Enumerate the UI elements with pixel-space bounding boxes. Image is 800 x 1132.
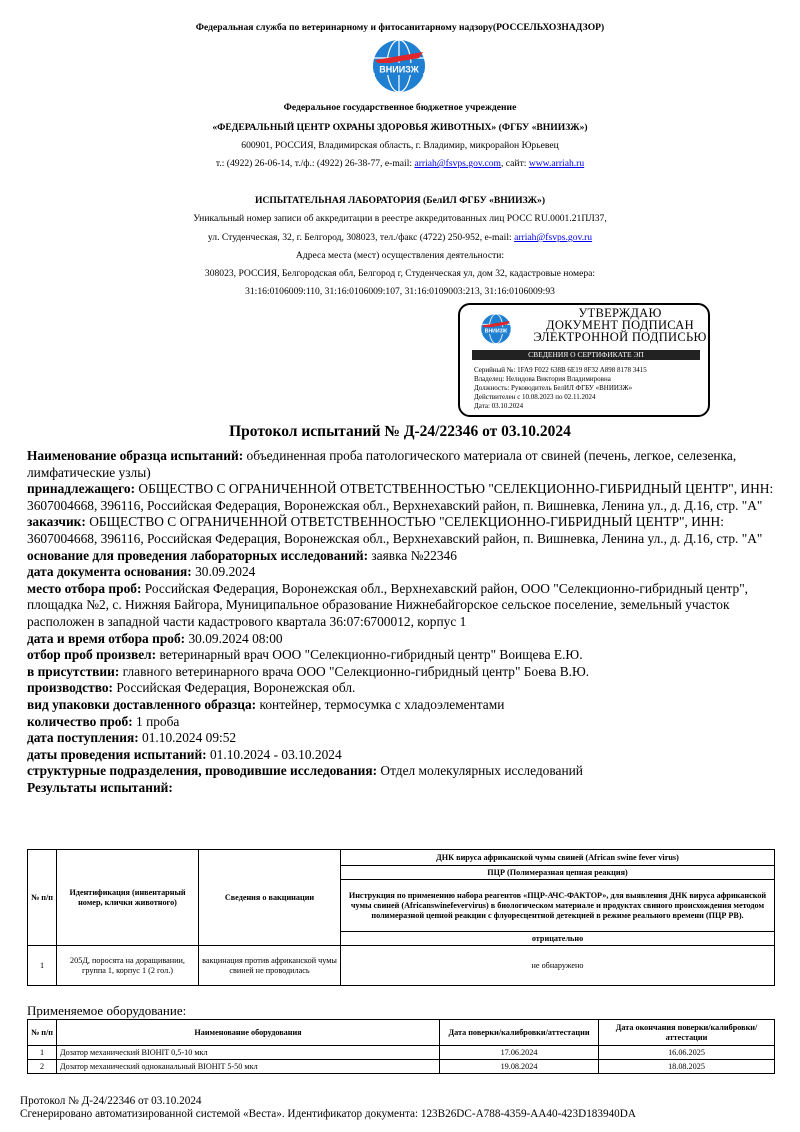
vniizzh-logo-icon: [365, 38, 433, 98]
field-basis-date: дата документа основания: 30.09.2024: [27, 564, 256, 580]
equip-col-date: Дата поверки/калибровки/аттестации: [440, 1020, 599, 1046]
stamp-line-3: ЭЛЕКТРОННОЙ ПОДПИСЬЮ: [533, 330, 707, 344]
site-prefix: , сайт:: [501, 158, 529, 169]
accreditation-text: Уникальный номер записи об аккредитации в реестре аккредитованных лиц РОСС RU.0001.21ПЛ37,: [193, 213, 607, 224]
field-results-heading: Результаты испытаний:: [27, 779, 173, 795]
email-link[interactable]: arriah@fsvps.gov.com: [414, 158, 501, 169]
stamp-heading: [530, 307, 710, 343]
activity-address: 308023, РОССИЯ, Белгородская обл, Белгород г, Студенческая ул, дом 32, кадастровые номера:: [204, 268, 596, 279]
col-header-num: № п/п: [28, 850, 57, 946]
equip-row-num: 1: [28, 1046, 57, 1060]
equip-col-name: Наименование оборудования: [57, 1020, 440, 1046]
test-instruction: Инструкция по применению набора реагентов «ПЦР-АЧС-ФАКТОР», для выявления ДНК вируса африканской чумы свиней (Africanswinefevervirus) в биологическом материале и продуктах свиного происхождения методом полимеразной цепной реакции с флуоресцентной детекцией в режиме реального времени (ПЦР РВ).: [341, 880, 775, 932]
field-test-dates: даты проведения испытаний: 01.10.2024 - 03.10.2024: [27, 746, 342, 762]
footer-generated: Сгенерировано автоматизированной системой «Веста». Идентификатор документа: 123B26DC-A788-4359-AA40-423D183940DA: [20, 1108, 636, 1120]
page-footer: [20, 1095, 636, 1121]
field-sample-count: количество проб: 1 проба: [27, 713, 180, 729]
field-department: структурные подразделения, проводившие исследования: Отдел молекулярных исследований: [27, 763, 583, 779]
activity-title: Адреса места (мест) осуществления деятельности:: [295, 250, 505, 261]
test-norm: отрицательно: [341, 932, 775, 946]
institution-type: Федеральное государственное бюджетное учреждение: [283, 102, 517, 113]
field-sampling-place: место отбора проб: Российская Федерация, Воронежская обл., Верхнехавский район, ООО "Селекционно-гибридный центр", площадка №2, с. Нижняя Байгора, Муниципальное образование Нижнебайгорское сельское поселение, земельный участок расположен в западной части кадастрового квартала 36:07:6700012, корпус 1: [27, 580, 749, 629]
institution-contacts: [0, 158, 800, 169]
stamp-cert-bar: СВЕДЕНИЯ О СЕРТИФИКАТЕ ЭП: [472, 350, 700, 360]
lab-name: ИСПЫТАТЕЛЬНАЯ ЛАБОРАТОРИЯ (БелИЛ ФГБУ «ВНИИЗЖ»): [254, 195, 546, 206]
row-result: не обнаружено: [341, 946, 775, 986]
e-signature-stamp: [458, 303, 710, 417]
equip-row-date: 17.06.2024: [440, 1046, 599, 1060]
field-owner: принадлежащего: ОБЩЕСТВО С ОГРАНИЧЕННОЙ ОТВЕТСТВЕННОСТЬЮ "СЕЛЕКЦИОННО-ГИБРИДНЫЙ ЦЕНТР", ИНН: 3607004668, 396116, Российская Федерация, Воронежская обл., Верхнехавский район, п. Вишневка, Ленина ул., д. Д.16, стр. "А": [27, 481, 774, 513]
stamp-valid: Действителен с 10.08.2023 по 02.11.2024: [474, 393, 596, 401]
cadastral-numbers: 31:16:0106009:110, 31:16:0106009:107, 31:16:0109003:213, 31:16:0106009:93: [245, 286, 555, 297]
stamp-date: Дата: 03.10.2024: [474, 402, 524, 410]
row-num: 1: [28, 946, 57, 986]
stamp-logo-text: ВНИИЗЖ: [484, 328, 508, 335]
stamp-line-1: УТВЕРЖДАЮ: [578, 306, 662, 320]
equip-col-end: Дата окончания поверки/калибровки/аттестации: [599, 1020, 775, 1046]
equip-row-name: Дозатор механический BIOHIT 0,5-10 мкл: [57, 1046, 440, 1060]
results-table: [27, 849, 775, 986]
lab-email-link[interactable]: arriah@fsvps.gov.ru: [514, 232, 593, 243]
field-customer: заказчик: ОБЩЕСТВО С ОГРАНИЧЕННОЙ ОТВЕТСТВЕННОСТЬЮ "СЕЛЕКЦИОННО-ГИБРИДНЫЙ ЦЕНТР", ИНН: 3607004668, 396116, Российская Федерация, Воронежская обл., Верхнехавский район, п. Вишневка, Ленина ул., д. Д.16, стр. "А": [27, 514, 763, 546]
protocol-fields: [27, 448, 777, 796]
equipment-title: Применяемое оборудование:: [27, 1003, 187, 1018]
field-sample-name: Наименование образца испытаний: объединенная проба патологического материала от свиней (печень, легкое, селезенка, лимфатические узлы): [27, 448, 737, 480]
stamp-serial: Серийный №: 1FA9 F022 638B 6E19 8F32 A898 8178 3415: [474, 366, 647, 374]
site-link[interactable]: www.arriah.ru: [528, 158, 585, 169]
table-row: [28, 1046, 775, 1060]
institution-name: «ФЕДЕРАЛЬНЫЙ ЦЕНТР ОХРАНЫ ЗДОРОВЬЯ ЖИВОТНЫХ» (ФГБУ «ВНИИЗЖ»): [212, 122, 588, 133]
equip-row-name: Дозатор механический одноканальный BIOHIT 5-50 мкл: [57, 1060, 440, 1074]
stamp-line-2: ДОКУМЕНТ ПОДПИСАН: [546, 318, 694, 332]
field-packaging: вид упаковки доставленного образца: контейнер, термосумка с хладоэлементами: [27, 696, 505, 712]
equip-col-num: № п/п: [28, 1020, 57, 1046]
field-basis: основание для проведения лабораторных исследований: заявка №22346: [27, 547, 457, 563]
footer-protocol: Протокол № Д-24/22346 от 03.10.2024: [20, 1095, 202, 1107]
stamp-position: Должность: Руководитель БелИЛ ФГБУ «ВНИИЗЖ»: [474, 384, 633, 392]
test-method: ПЦР (Полимеразная цепная реакция): [341, 866, 775, 880]
row-id: 205Д, поросята на доращивании, группа 1, корпус 1 (2 гол.): [57, 946, 199, 986]
row-vaccination: вакцинация против африканской чумы свиней не проводилась: [199, 946, 341, 986]
field-sampled-by: отбор проб произвел: ветеринарный врач ООО "Селекционно-гибридный центр" Воищева Е.Ю.: [27, 647, 583, 663]
equip-row-date: 19.08.2024: [440, 1060, 599, 1074]
field-sampling-datetime: дата и время отбора проб: 30.09.2024 08:00: [27, 630, 283, 646]
logo-text: ВНИИЗЖ: [379, 64, 419, 75]
protocol-title: Протокол испытаний № Д-24/22346 от 03.10.2024: [229, 423, 571, 440]
field-in-presence: в присутствии: главного ветеринарного врача ООО "Селекционно-гибридный центр" Боева В.Ю.: [27, 663, 590, 679]
field-received: дата поступления: 01.10.2024 09:52: [27, 730, 237, 746]
stamp-owner: Владелец: Нелидова Виктория Владимировна: [474, 375, 611, 383]
col-header-vaccination: Сведения о вакцинации: [199, 850, 341, 946]
contacts-text: т.: (4922) 26-06-14, т./ф.: (4922) 26-38-77, e-mail:: [215, 158, 415, 169]
field-production: производство: Российская Федерация, Воронежская обл.: [27, 680, 356, 696]
agency-name: Федеральная служба по ветеринарному и фитосанитарному надзору(РОССЕЛЬХОЗНАДЗОР): [195, 22, 605, 33]
table-row: [28, 946, 775, 986]
institution-address: 600901, РОССИЯ, Владимирская область, г. Владимир, микрорайон Юрьевец: [241, 140, 559, 151]
equipment-table: [27, 1019, 775, 1074]
lab-address-text: ул. Студенческая, 32, г. Белгород, 308023, тел./факс (4722) 250-952, e-mail:: [207, 232, 515, 243]
test-name: ДНК вируса африканской чумы свиней (African swine fever virus): [341, 850, 775, 866]
equip-row-end: 16.06.2025: [599, 1046, 775, 1060]
equip-row-num: 2: [28, 1060, 57, 1074]
stamp-logo-icon: [476, 313, 516, 347]
col-header-id: Идентификация (инвентарный номер, клички животного): [57, 850, 199, 946]
equip-row-end: 18.08.2025: [599, 1060, 775, 1074]
lab-address: [0, 232, 800, 243]
table-row: [28, 1060, 775, 1074]
